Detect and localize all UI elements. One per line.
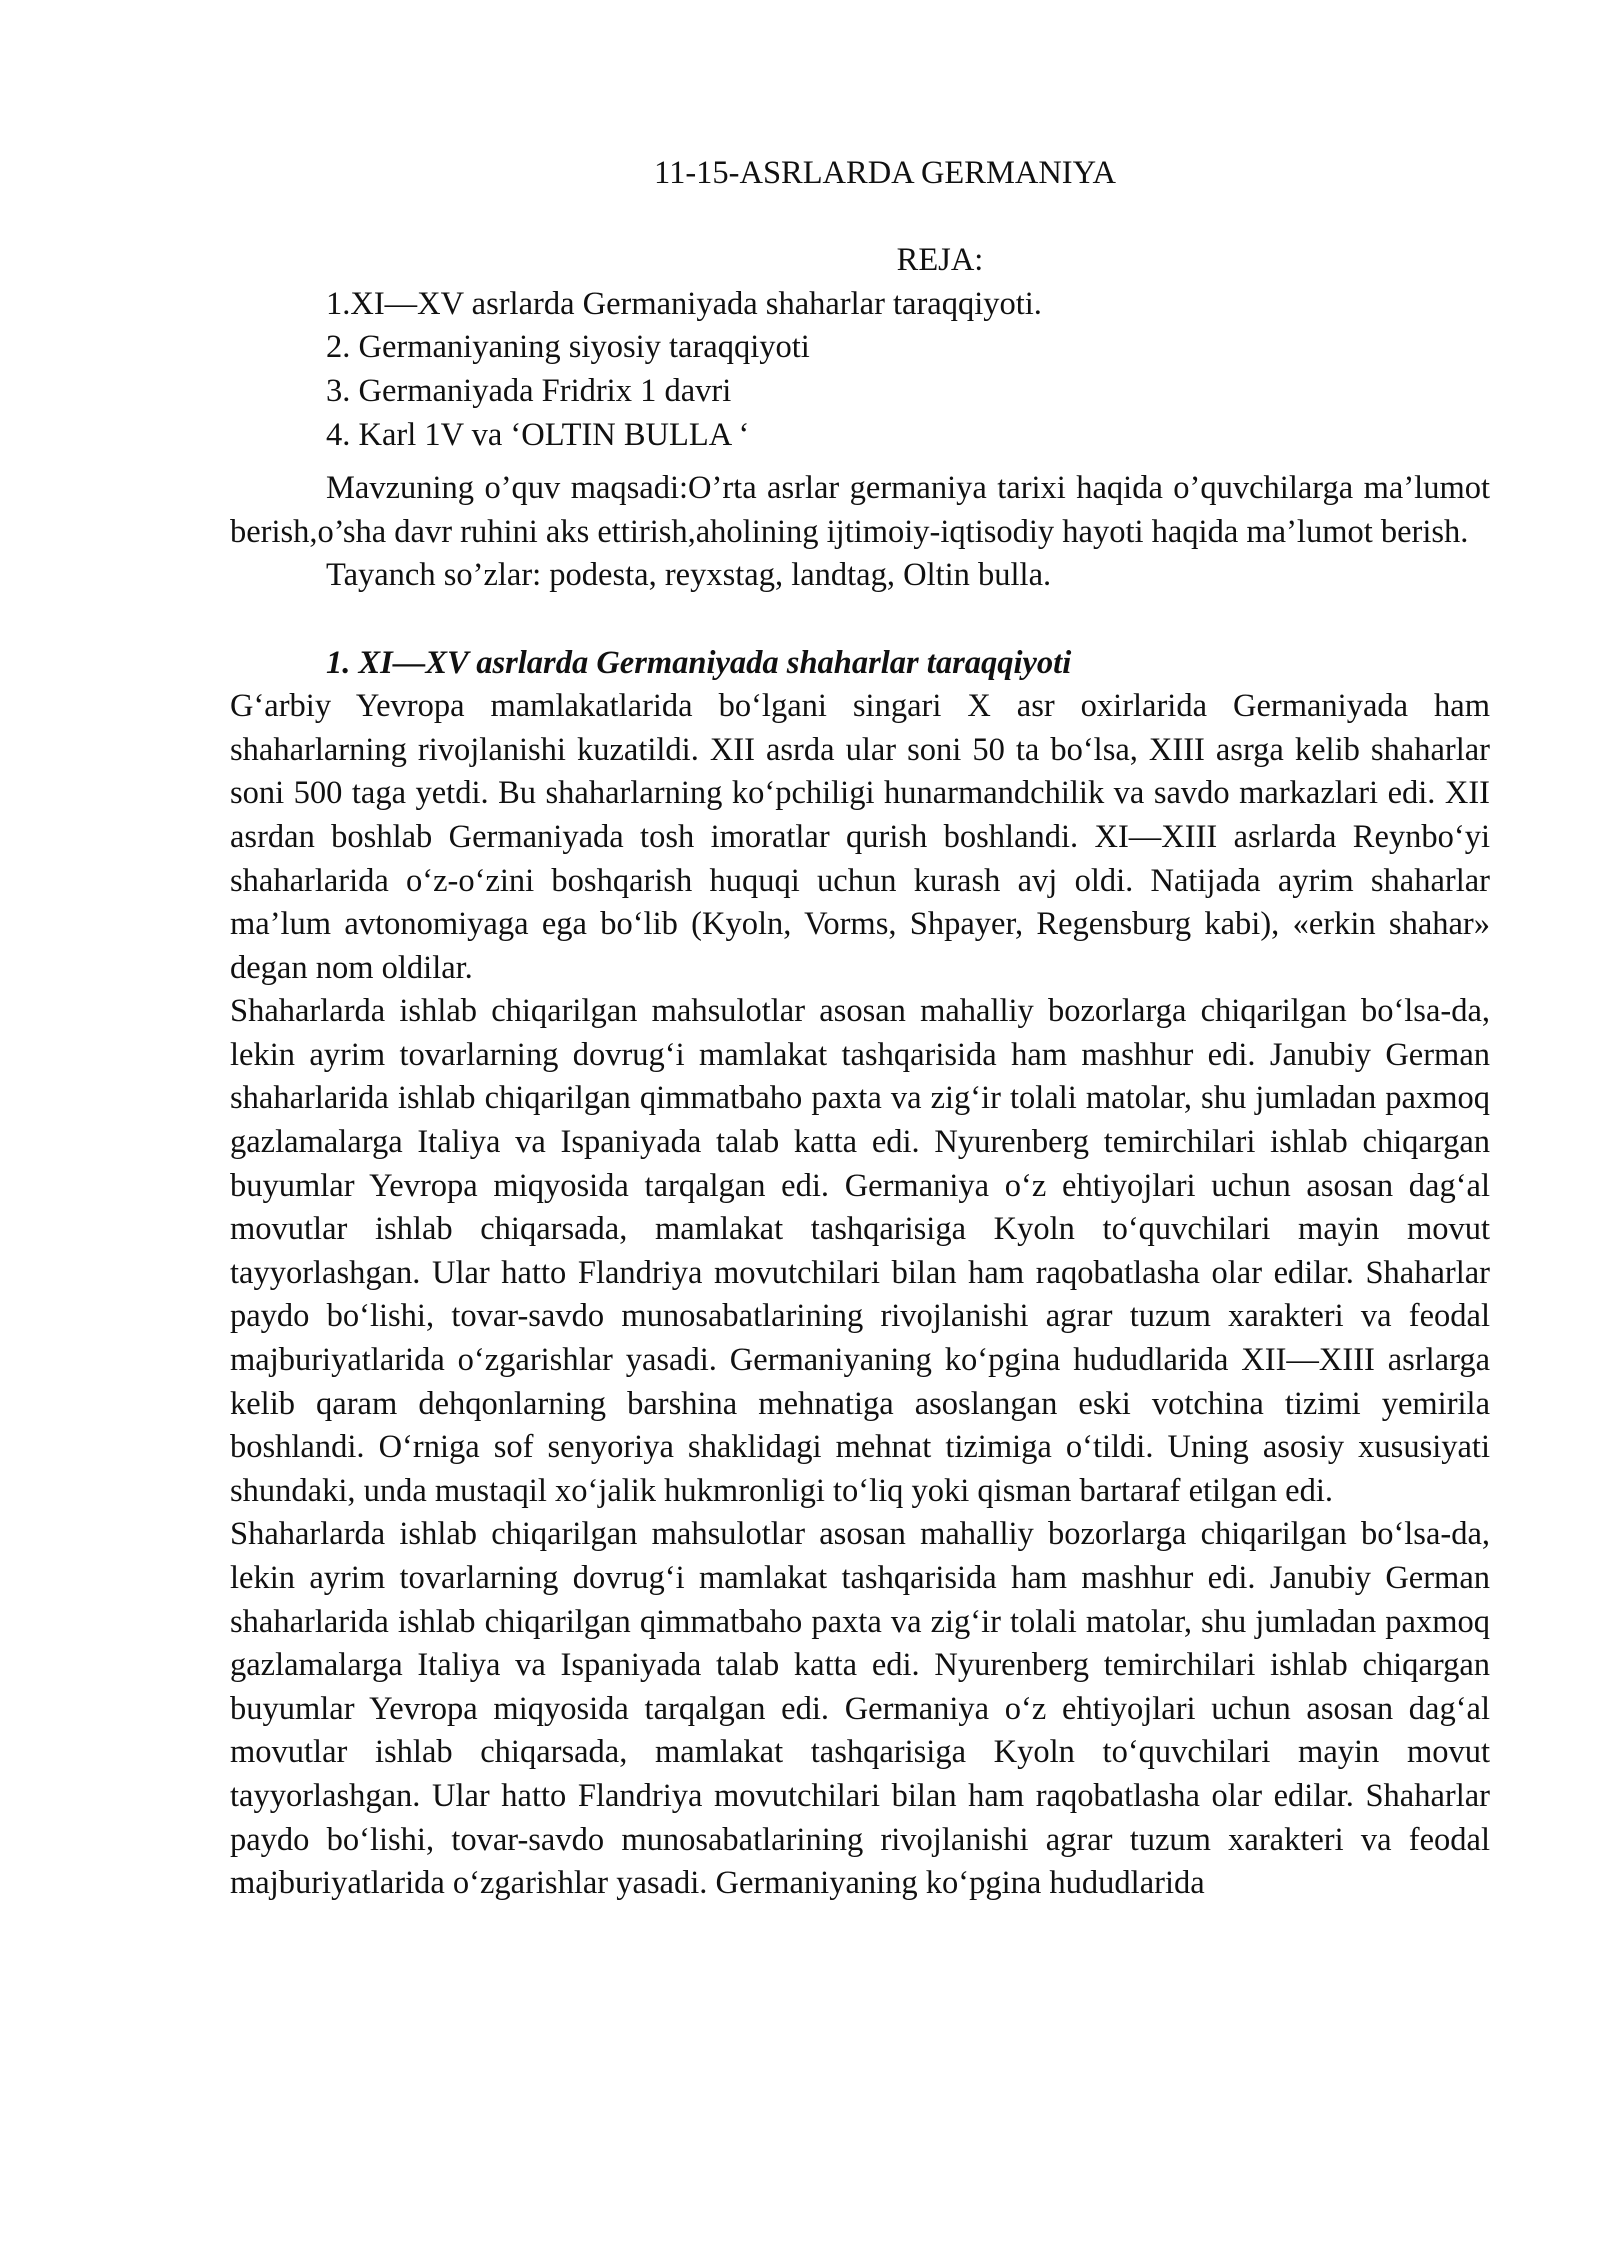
goal-paragraph: Mavzuning o’quv maqsadi:O’rta asrlar germaniya tarixi haqida o’quvchilarga ma’lumot berish,o’sha davr ruhini aks ettirish,aholining ijtimoiy-iqtisodiy hayoti haqida ma’lumot berish. (230, 470, 1490, 550)
plan-heading: REJA: (896, 242, 984, 279)
document-title: 11-15-ASRLARDA GERMANIYA (654, 155, 1116, 191)
plan-item: 1.XI—XV asrlarda Germaniyada shaharlar taraqqiyoti. (326, 285, 1042, 322)
body-paragraph: Shaharlarda ishlab chiqarilgan mahsulotlar asosan mahalliy bozorlarga chiqarilgan bo‘lsa-da, lekin ayrim tovarlarning dovrug‘i mamlakat tashqarisida ham mashhur edi. Janubiy German shaharlarida ishlab chiqarilgan qimmatbaho paxta va zig‘ir tolali matolar, shu jumladan paxmoq gazlamalarga Italiya va Ispaniyada talab katta edi. Nyurenberg temirchilari ishlab chiqargan buyumlar Yevropa miqyosida tarqalgan edi. Germaniya o‘z ehtiyojlari uchun asosan dag‘al movutlar ishlab chiqarsada, mamlakat tashqarisiga Kyoln to‘quvchilari mayin movut tayyorlashgan. Ular hatto Flandriya movutchilari bilan ham raqobatlasha olar edilar. Shaharlar paydo bo‘lishi, tovar-savdo munosabatlarining rivojlanishi agrar tuzum xarakteri va feodal majburiyatlarida o‘zgarishlar yasadi. Germaniyaning ko‘pgina hududlarida (230, 1516, 1490, 1902)
keywords-paragraph: Tayanch so’zlar: podesta, reyxstag, landtag, Oltin bulla. (326, 557, 1052, 594)
section-heading: 1. XI—XV asrlarda Germaniyada shaharlar taraqqiyoti (326, 644, 1072, 681)
plan-item: 4. Karl 1V va ‘OLTIN BULLA ‘ (326, 416, 750, 453)
plan-item: 3. Germaniyada Fridrix 1 davri (326, 372, 732, 409)
plan-item: 2. Germaniyaning siyosiy taraqqiyoti (326, 329, 810, 366)
document-page (230, 152, 1490, 1906)
body-paragraph: Shaharlarda ishlab chiqarilgan mahsulotlar asosan mahalliy bozorlarga chiqarilgan bo‘lsa-da, lekin ayrim tovarlarning dovrug‘i mamlakat tashqarisida ham mashhur edi. Janubiy German shaharlarida ishlab chiqarilgan qimmatbaho paxta va zig‘ir tolali matolar, shu jumladan paxmoq gazlamalarga Italiya va Ispaniyada talab katta edi. Nyurenberg temirchilari ishlab chiqargan buyumlar Yevropa miqyosida tarqalgan edi. Germaniya o‘z ehtiyojlari uchun asosan dag‘al movutlar ishlab chiqarsada, mamlakat tashqarisiga Kyoln to‘quvchilari mayin movut tayyorlashgan. Ular hatto Flandriya movutchilari bilan ham raqobatlasha olar edilar. Shaharlar paydo bo‘lishi, tovar-savdo munosabatlarining rivojlanishi agrar tuzum xarakteri va feodal majburiyatlarida o‘zgarishlar yasadi. Germaniyaning ko‘pgina hududlarida XII—XIII asrlarga kelib qaram dehqonlarning barshina mehnatiga asoslangan eski votchina tizimi yemirila boshlandi. O‘rniga sof senyoriya shaklidagi mehnat tizimiga o‘tildi. Uning asosiy xususiyati shundaki, unda mustaqil xo‘jalik hukmronligi to‘liq yoki qisman bartaraf etilgan edi. (230, 993, 1490, 1509)
plan-list (230, 283, 1490, 457)
body-paragraph: G‘arbiy Yevropa mamlakatlarida bo‘lgani singari X asr oxirlarida Germaniyada ham shaharlarning rivojlanishi kuzatildi. XII asrda ular soni 50 ta bo‘lsa, XIII asrga kelib shaharlar soni 500 taga yetdi. Bu shaharlarning ko‘pchiligi hunarmandchilik va savdo markazlari edi. XII asrdan boshlab Germaniyada tosh imoratlar qurish boshlandi. XI—XIII asrlarda Reynbo‘yi shaharlarida o‘z-o‘zini boshqarish huquqi uchun kurash avj oldi. Natijada ayrim shaharlar ma’lum avtonomiyaga ega bo‘lib (Kyoln, Vorms, Shpayer, Regensburg kabi), «erkin shahar» degan nom oldilar. (230, 688, 1490, 986)
